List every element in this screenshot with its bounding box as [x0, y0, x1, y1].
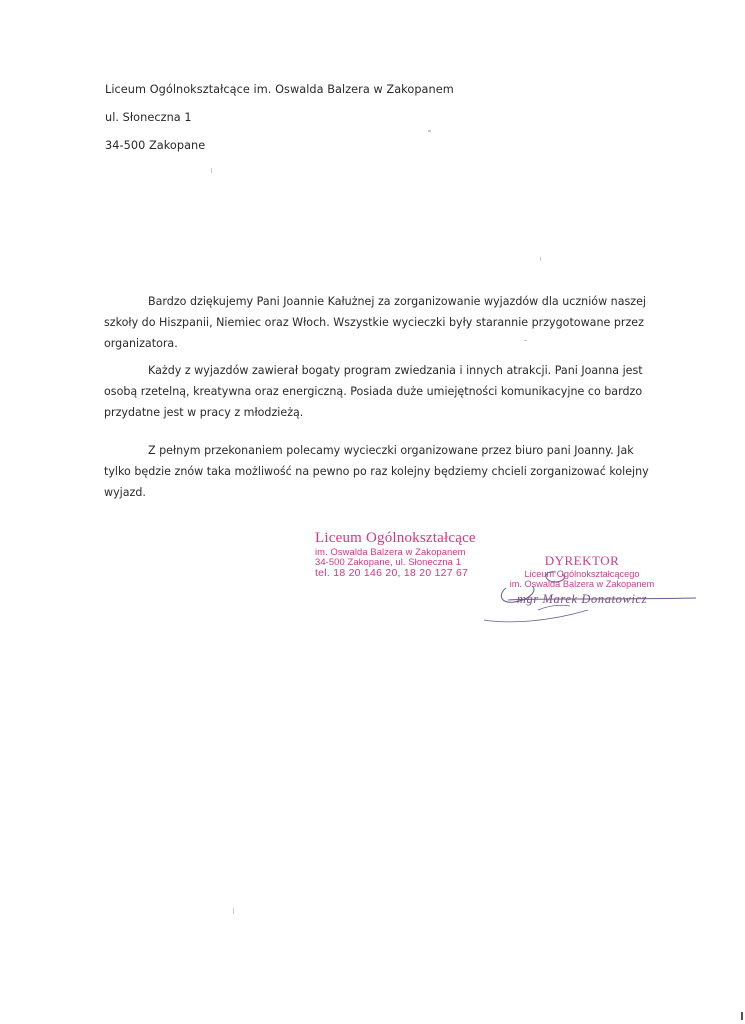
scan-speck [524, 340, 527, 341]
stamp-phone: tel. 18 20 146 20, 18 20 127 67 [315, 568, 469, 579]
scan-speck [211, 168, 212, 173]
body-paragraph-1: Bardzo dziękujemy Pani Joannie Kałużnej za zorganizowanie wyjazdów dla uczniów naszej szkoły do Hiszpanii, Niemiec oraz Włoch. Wszystkie wycieczki były starannie przygotowane przez organizatora. [104, 295, 647, 350]
director-patron: im. Oswalda Balzera w Zakopanem [509, 579, 655, 589]
director-name: mgr Marek Donatowicz [516, 592, 648, 606]
scan-speck [233, 908, 234, 914]
sender-address-line2: ul. Słoneczna 1 [105, 111, 192, 124]
stamp-school-name: Liceum Ogólnokształcące [315, 530, 476, 546]
stamp-address: 34-500 Zakopane, ul. Słoneczna 1 [315, 556, 462, 567]
scan-speck [741, 1012, 743, 1020]
director-school: Liceum Ogólnokształcącego [524, 569, 640, 579]
scan-speck [540, 257, 541, 261]
sender-address-line3: 34-500 Zakopane [105, 139, 206, 152]
stamp-patron: im. Oswalda Balzera w Zakopanem [315, 546, 466, 557]
scan-speck [428, 130, 431, 132]
body-paragraph-2: Każdy z wyjazdów zawierał bogaty program zwiedzania i innych atrakcji. Pani Joanna jest osobą rzetelną, kreatywna oraz energiczną. Posiada duże umiejętności komunikacyjne co bardzo przydatne jest w pracy z młodzieżą. [104, 364, 643, 419]
handwritten-signature [478, 560, 700, 628]
school-stamp [315, 530, 476, 579]
director-title: DYREKTOR [544, 553, 620, 568]
sender-address-line1: Liceum Ogólnokształcące im. Oswalda Balzera w Zakopanem [105, 83, 454, 96]
body-paragraph-3: Z pełnym przekonaniem polecamy wycieczki organizowane przez biuro pani Joanny. Jak tylko będzie znów taka możliwość na pewno po raz kolejny będziemy chcieli zorganizować kolejny wyjazd. [104, 444, 649, 499]
